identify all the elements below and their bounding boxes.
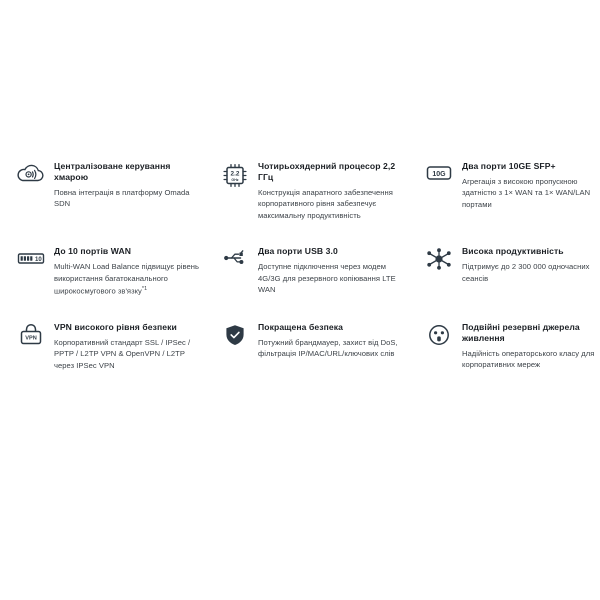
feature-desc: Надійність операторського класу для корпоративних мереж [462,348,595,370]
feature-item-vpn-security [0,321,204,371]
feature-text [54,321,204,371]
feature-desc: Корпоративний стандарт SSL / IPSec / PPTP / L2TP VPN & OpenVPN / L2TP через IPSec VPN [54,337,191,370]
feature-title: Покращена безпека [258,321,344,332]
feature-item-wan-ports [0,245,204,297]
feature-text [462,245,600,284]
wan-ports-icon [16,245,46,275]
cloud-omada-icon [16,160,46,190]
cpu-chip-icon [220,160,250,190]
feature-title: Два порти USB 3.0 [258,246,338,257]
feature-desc [54,261,204,297]
sfp-10g-port-icon [424,160,454,190]
feature-title: Висока продуктивність [462,246,564,257]
feature-item-cloud-management [0,160,204,221]
feature-item-enhanced-security [204,321,408,371]
feature-text [54,245,204,297]
feature-text [54,160,204,210]
feature-item-quad-core-cpu [204,160,408,221]
feature-desc: Підтримує до 2 300 000 одночасних сеансів [462,262,590,283]
svg-text:GHz: GHz [231,178,239,182]
feature-item-usb-ports [204,245,408,297]
feature-text [462,321,600,371]
svg-text:VPN: VPN [25,335,37,342]
feature-text [258,321,408,360]
feature-title: До 10 портів WAN [54,246,132,257]
feature-desc: Агрегація з високою пропускною здатністю з 1× WAN та 1× WAN/LAN портами [462,177,591,209]
svg-text:10: 10 [35,257,42,264]
svg-text:2.2: 2.2 [230,170,240,178]
vpn-lock-icon [16,321,46,351]
performance-nodes-icon [424,245,454,275]
feature-desc: Конструкція апаратного забезпечення корпоративного рівня забезпечує максимальну продуктивність [258,188,393,220]
feature-title: Два порти 10GE SFP+ [462,161,556,171]
usb-icon [220,245,250,275]
feature-desc: Повна інтеграція в платформу Omada SDN [54,188,190,209]
feature-title: Централізоване керування хмарою [54,161,171,182]
feature-desc-footnote: *1 [141,286,148,293]
feature-text [258,245,408,295]
feature-title: Чотирьохядерний процесор 2,2 ГГц [258,161,396,182]
dual-power-icon [424,321,454,351]
svg-text:10G: 10G [432,171,446,179]
feature-text [462,160,600,210]
feature-title: Подвійні резервні джерела живлення [462,321,580,343]
feature-text [258,160,408,221]
feature-desc: Потужний брандмауер, захист від DoS, фільтрація IP/MAC/URL/ключових слів [258,337,398,359]
feature-desc-text: Multi-WAN Load Balance підвищує рівень використання багатоканального широкосмугового зв'язку [54,262,199,296]
feature-title: VPN високого рівня безпеки [54,321,177,332]
shield-check-icon [220,321,250,351]
feature-grid [0,160,600,371]
feature-item-dual-power-supply [408,321,600,371]
feature-desc: Доступне підключення через модем 4G/3G для резервного копіювання LTE WAN [258,262,396,295]
feature-item-10ge-sfp-ports [408,160,600,221]
feature-item-high-performance [408,245,600,297]
